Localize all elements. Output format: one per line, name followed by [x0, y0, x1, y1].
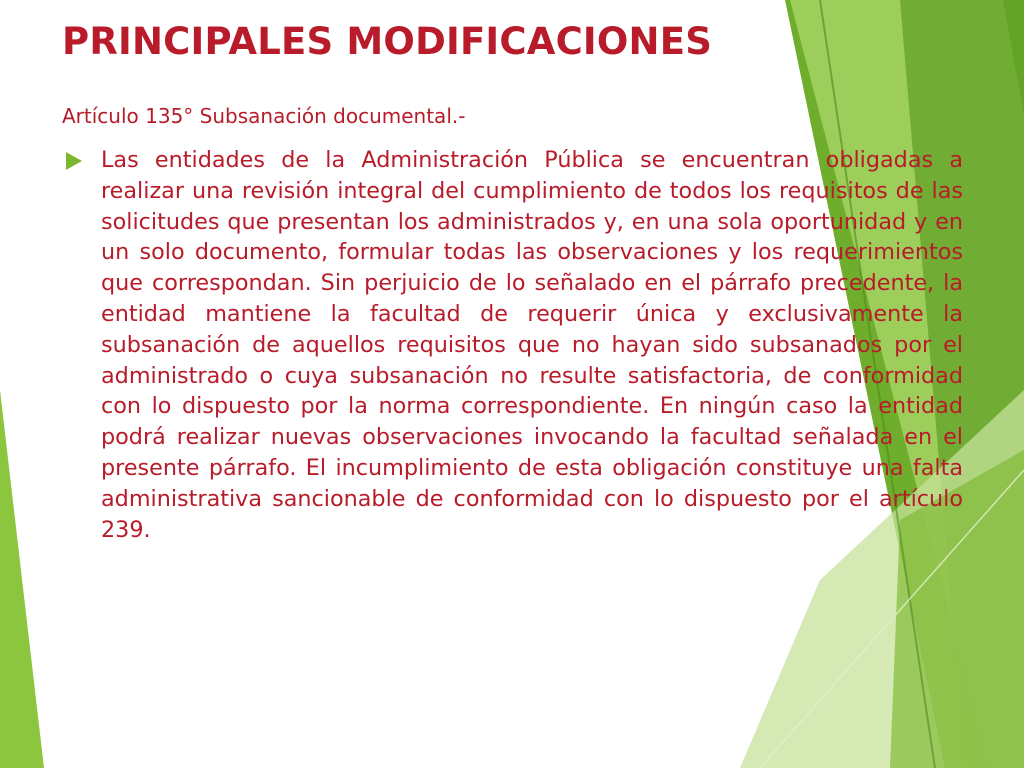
slide-title: PRINCIPALES MODIFICACIONES [62, 20, 713, 63]
left-green-sliver [0, 390, 44, 768]
article-paragraph: Las entidades de la Administración Pública se encuentran obligadas a realizar una revisión integral del cumplimiento de todos los requisitos de las solicitudes que presentan los administrados y, en una sola oportunidad y en un solo documento, formular todas las observaciones y los requerimientos que correspondan. Sin perjuicio de lo señalado en el párrafo precedente, la entidad mantiene la facultad de requerir única y exclusivamente la subsanación de aquellos requisitos que no hayan sido subsanados por el administrado o cuya subsanación no resulte satisfactoria, de conformidad con lo dispuesto por la norma correspondiente. En ningún caso la entidad podrá realizar nuevas observaciones invocando la facultad señalada en el presente párrafo. El incumplimiento de esta obligación constituye una falta administrativa sancionable de conformidad con lo dispuesto por el artículo 239. [101, 147, 963, 543]
article-subtitle: Artículo 135° Subsanación documental.- [62, 104, 466, 128]
triangle-bullet-icon [66, 152, 82, 170]
